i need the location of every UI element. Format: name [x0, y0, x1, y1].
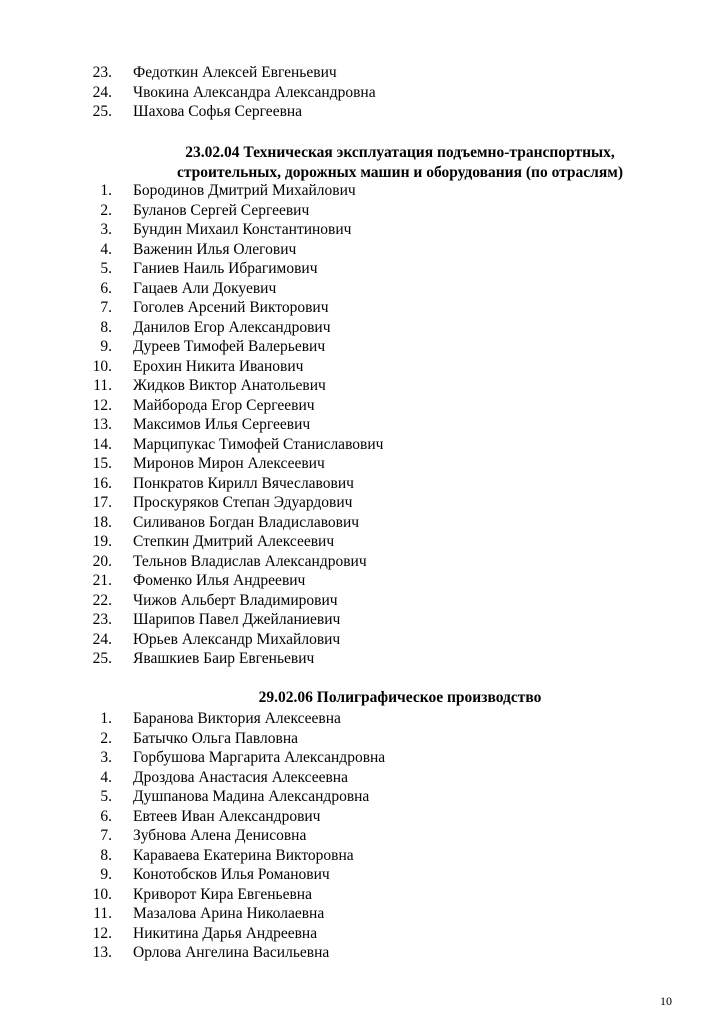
item-number: 10.	[92, 357, 112, 375]
item-number: 2.	[100, 729, 112, 747]
list-item	[0, 63, 724, 83]
list-item	[0, 493, 724, 513]
list-item	[0, 768, 724, 788]
student-name: Тельнов Владислав Александрович	[133, 552, 367, 570]
list-item	[0, 201, 724, 221]
list-item	[0, 415, 724, 435]
list-item	[0, 396, 724, 416]
student-name: Чижов Альберт Владимирович	[133, 591, 338, 609]
list-item	[0, 729, 724, 749]
student-name: Криворот Кира Евгеньевна	[133, 885, 312, 903]
item-number: 22.	[92, 591, 112, 609]
student-name: Понкратов Кирилл Вячеславович	[133, 474, 354, 492]
list-item	[0, 826, 724, 846]
item-number: 11.	[93, 905, 112, 922]
section-1-heading	[120, 143, 680, 183]
item-number: 24.	[92, 83, 112, 101]
list-item	[0, 748, 724, 768]
student-name: Проскуряков Степан Эдуардович	[133, 494, 353, 511]
list-item	[0, 552, 724, 572]
list-item	[0, 904, 724, 924]
item-number: 1.	[100, 182, 112, 199]
item-number: 9.	[100, 866, 112, 883]
list-item	[0, 474, 724, 494]
item-number: 6.	[100, 279, 112, 297]
item-number: 3.	[100, 221, 112, 238]
student-name: Ерохин Никита Иванович	[133, 357, 304, 375]
item-number: 21.	[92, 572, 112, 589]
student-name: Бородинов Дмитрий Михайлович	[133, 182, 356, 199]
student-name: Никитина Дарья Андреевна	[133, 924, 318, 942]
student-name: Миронов Мирон Алексеевич	[133, 455, 325, 472]
list-item	[0, 240, 724, 260]
student-name: Караваева Екатерина Викторовна	[133, 846, 354, 864]
student-name: Степкин Дмитрий Алексеевич	[133, 533, 335, 550]
student-name: Максимов Илья Сергеевич	[133, 416, 311, 433]
page-number: 10	[660, 994, 672, 1008]
student-name: Баранова Виктория Алексеевна	[133, 710, 341, 727]
item-number: 13.	[92, 944, 112, 961]
list-item	[0, 807, 724, 827]
student-name: Жидков Виктор Анатольевич	[133, 377, 326, 394]
item-number: 8.	[100, 318, 112, 336]
item-number: 6.	[100, 807, 112, 825]
item-number: 20.	[92, 552, 112, 570]
student-name: Федоткин Алексей Евгеньевич	[133, 64, 337, 81]
item-number: 23.	[92, 611, 112, 628]
student-name: Марципукас Тимофей Станиславович	[133, 435, 384, 453]
continued-student-list	[0, 63, 724, 122]
item-number: 3.	[100, 749, 112, 766]
student-name: Чвокина Александра Александровна	[133, 83, 376, 101]
list-item	[0, 865, 724, 885]
section-2-title: 29.02.06 Полиграфическое производство	[258, 689, 542, 706]
student-name: Данилов Егор Александрович	[133, 318, 331, 336]
item-number: 4.	[100, 240, 112, 258]
item-number: 5.	[100, 260, 112, 277]
list-item	[0, 943, 724, 963]
list-item	[0, 454, 724, 474]
item-number: 15.	[92, 455, 112, 472]
item-number: 2.	[100, 201, 112, 219]
student-name: Фоменко Илья Андреевич	[133, 572, 306, 589]
student-name: Горбушова Маргарита Александровна	[133, 749, 386, 766]
list-item	[0, 181, 724, 201]
student-name: Явашкиев Баир Евгеньевич	[133, 650, 315, 667]
item-number: 19.	[92, 533, 112, 550]
student-name: Важенин Илья Олегович	[133, 240, 297, 258]
student-name: Силиванов Богдан Владиславович	[133, 513, 360, 531]
list-item	[0, 357, 724, 377]
student-name: Шахова Софья Сергеевна	[133, 103, 303, 120]
list-item	[0, 220, 724, 240]
item-number: 18.	[92, 513, 112, 531]
student-name: Дуреев Тимофей Валерьевич	[133, 338, 326, 355]
student-name: Конотобсков Илья Романович	[133, 866, 330, 883]
item-number: 16.	[92, 474, 112, 492]
list-item	[0, 259, 724, 279]
item-number: 25.	[92, 650, 112, 667]
item-number: 10.	[92, 885, 112, 903]
list-item	[0, 885, 724, 905]
item-number: 17.	[92, 494, 112, 511]
list-item	[0, 846, 724, 866]
item-number: 4.	[100, 768, 112, 786]
list-item	[0, 630, 724, 650]
item-number: 13.	[92, 416, 112, 433]
list-item	[0, 298, 724, 318]
item-number: 12.	[92, 396, 112, 414]
student-name: Батычко Ольга Павловна	[133, 729, 299, 747]
item-number: 1.	[100, 710, 112, 727]
item-number: 9.	[100, 338, 112, 355]
list-item	[0, 532, 724, 552]
list-item	[0, 337, 724, 357]
list-item	[0, 924, 724, 944]
list-item	[0, 571, 724, 591]
student-name: Бундин Михаил Константинович	[133, 221, 352, 238]
item-number: 5.	[100, 788, 112, 805]
list-item	[0, 649, 724, 669]
student-name: Душпанова Мадина Александровна	[133, 788, 370, 805]
section-2-heading	[120, 688, 680, 708]
list-item	[0, 610, 724, 630]
item-number: 25.	[92, 103, 112, 120]
item-number: 11.	[93, 377, 112, 394]
list-item	[0, 102, 724, 122]
student-name: Юрьев Александр Михайлович	[133, 630, 341, 648]
student-name: Зубнова Алена Денисовна	[133, 827, 307, 844]
student-name: Гоголев Арсений Викторович	[133, 299, 329, 316]
list-item	[0, 83, 724, 103]
item-number: 24.	[92, 630, 112, 648]
item-number: 7.	[100, 827, 112, 844]
item-number: 7.	[100, 299, 112, 316]
section-2-student-list	[0, 709, 724, 963]
list-item	[0, 709, 724, 729]
item-number: 8.	[100, 846, 112, 864]
student-name: Шарипов Павел Джейланиевич	[133, 611, 341, 628]
student-name: Майборода Егор Сергеевич	[133, 396, 315, 414]
list-item	[0, 279, 724, 299]
list-item	[0, 591, 724, 611]
student-name: Гацаев Али Докуевич	[133, 279, 277, 297]
section-1-title-line-1: 23.02.04 Техническая эксплуатация подъемно-транспортных,	[185, 144, 615, 161]
student-name: Ганиев Наиль Ибрагимович	[133, 260, 318, 277]
section-1-title-line-2: строительных, дорожных машин и оборудования (по отраслям)	[176, 164, 623, 181]
list-item	[0, 376, 724, 396]
section-1-student-list	[0, 181, 724, 669]
student-name: Дроздова Анастасия Алексеевна	[133, 768, 348, 786]
item-number: 12.	[92, 924, 112, 942]
student-name: Мазалова Арина Николаевна	[133, 905, 325, 922]
student-name: Евтеев Иван Александрович	[133, 807, 321, 825]
student-name: Буланов Сергей Сергеевич	[133, 201, 310, 219]
item-number: 14.	[92, 435, 112, 453]
item-number: 23.	[92, 64, 112, 81]
list-item	[0, 787, 724, 807]
student-name: Орлова Ангелина Васильевна	[133, 944, 330, 961]
list-item	[0, 435, 724, 455]
list-item	[0, 513, 724, 533]
list-item	[0, 318, 724, 338]
